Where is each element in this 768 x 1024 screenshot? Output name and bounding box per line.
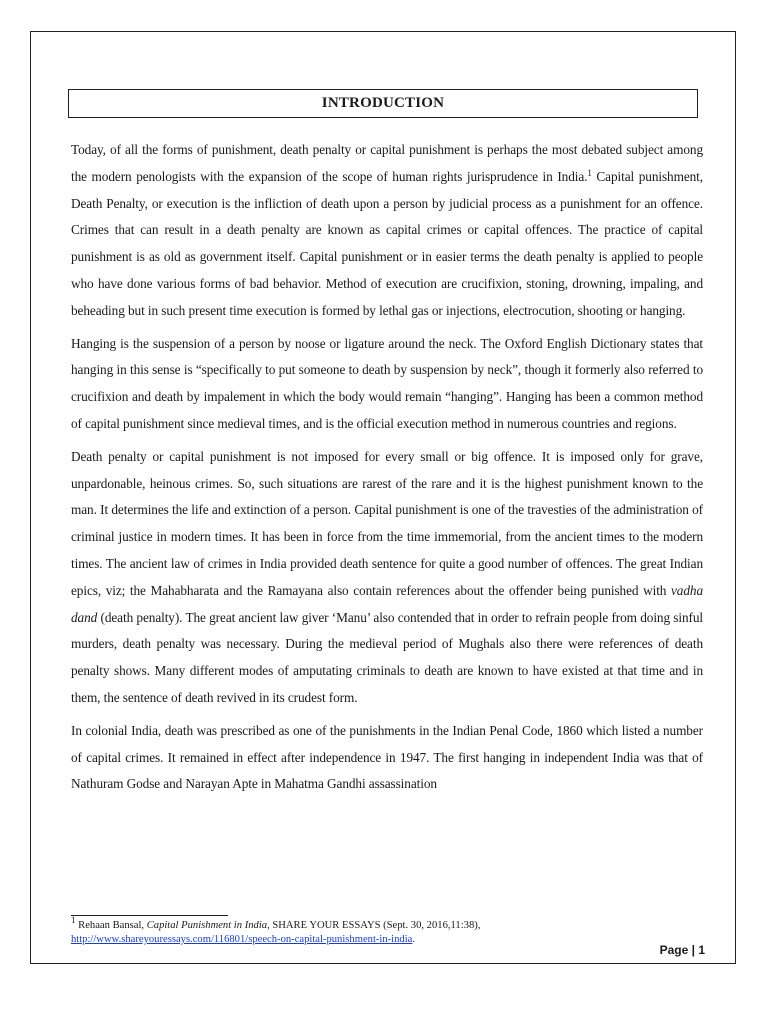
footnote-author: Rehaan Bansal, [75,920,147,931]
paragraph-3-italic-term: vadha dand [71,582,703,625]
footnote-mark: 1 [71,915,76,925]
paragraph-4: In colonial India, death was prescribed as one of the punishments in the Indian Penal Code, 1860 which listed a number of capital crimes. It remained in effect after independence in 1947. The first hanging in independent India was that of Nathuram Godse and Narayan Apte in Mahatma Gandhi assassination [71,722,703,792]
paragraph-2: Hanging is the suspension of a person by noose or ligature around the neck. The Oxford English Dictionary states that hanging in this sense is “specifically to put someone to death by suspension by neck”, though it formerly also referred to crucifixion and death by impalement in which the body would remain “hanging”. Hanging has been a common method of capital punishment since medieval times, and is the official execution method in numerous countries and regions. [71,335,703,431]
footnote-end: . [412,934,416,945]
paragraph-1 [71,137,703,325]
paragraph-1-text-a: Today, of all the forms of punishment, death penalty or capital punishment is perhaps the most debated subject among the modern penologists with the expansion of the scope of human rights jurisprudence in India. [71,142,703,184]
paragraph-3 [71,444,703,712]
paragraph-3-text-b: (death penalty). The great ancient law giver ‘Manu’ also contended that in order to refrain people from doing sinful murders, death penalty was necessary. During the medieval period of Mughals also there were references of death penalty shows. Many different modes of amputating criminals to death are known to have existed at that time and in them, the sentence of death revived in its crudest form. [71,609,703,705]
paragraph-3-text-a: Death penalty or capital punishment is not imposed for every small or big offence. It is imposed only for grave, unpardonable, heinous crimes. So, such situations are rarest of the rare and it is the highest punishment known to the man. It determines the life and extinction of a person. Capital punishment is one of the travesties of the administration of criminal justice in modern times. It has been in force from the time immemorial, from the ancient times to the modern times. The ancient law of crimes in India provided death sentence for quite a good number of offences. The great Indian epics, viz; the Mahabharata and the Ramayana also contain references about the offender being punished with [71,448,703,598]
footnote-work-title: Capital Punishment in India [146,920,268,931]
footnote-link[interactable]: http://www.shareyouressays.com/116801/speech-on-capital-punishment-in-india [71,934,413,945]
footnote [71,915,671,947]
footnote-separator [71,915,228,916]
section-title: INTRODUCTION [68,89,698,118]
footnote-source: , SHARE YOUR ESSAYS (Sept. 30, 2016,11:38), [267,920,481,931]
body-text [71,137,703,804]
paragraph-1-text-b: Capital punishment, Death Penalty, or execution is the infliction of death upon a person by judicial process as a punishment for an offence. Crimes that can result in a death penalty are known as capital crimes or capital offences. The practice of capital punishment is as old as government itself. Capital punishment or in easier terms the death penalty is applied to people who have done various forms of bad behavior. Method of execution are crucifixion, stoning, drowning, impaling, and beheading but in such present time execution is formed by lethal gas or injections, electrocution, shooting or hanging. [71,168,703,318]
footnote-ref-1[interactable]: 1 [587,167,592,178]
page-number: Page | 1 [659,943,705,957]
